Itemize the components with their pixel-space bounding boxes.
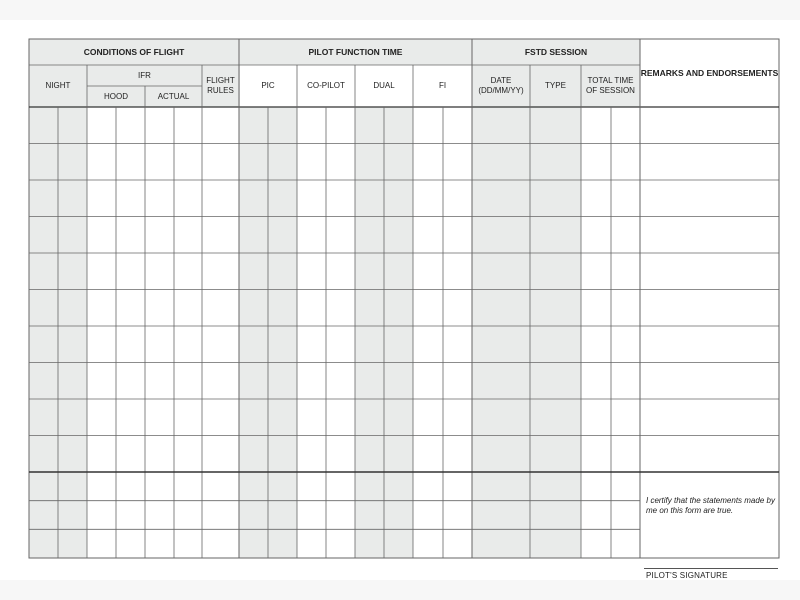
totals-row[interactable] [29, 472, 640, 501]
certification-statement: I certify that the statements made by me on this form are true. [646, 496, 775, 515]
header-flight-rules: FLIGHT RULES [206, 76, 235, 95]
header-night: NIGHT [45, 81, 71, 90]
log-entry-row[interactable] [29, 363, 779, 400]
header-dual: DUAL [373, 81, 395, 90]
signature-label: PILOT'S SIGNATURE [646, 571, 728, 580]
header-type: TYPE [545, 81, 566, 90]
log-entry-row[interactable] [29, 107, 779, 144]
totals-row[interactable] [29, 529, 640, 558]
header-total-time: TOTAL TIME OF SESSION [586, 76, 635, 95]
log-entry-row[interactable] [29, 290, 779, 327]
header-pic: PIC [261, 81, 275, 90]
header-fi: FI [438, 81, 447, 90]
log-entry-row[interactable] [29, 253, 779, 290]
log-entry-row[interactable] [29, 326, 779, 363]
signature-line[interactable] [644, 568, 778, 569]
header-conditions-of-flight: CONDITIONS OF FLIGHT [83, 47, 185, 57]
log-entry-row[interactable] [29, 436, 779, 473]
header-co-pilot: CO-PILOT [307, 81, 345, 90]
log-entry-row[interactable] [29, 217, 779, 254]
header-hood: HOOD [104, 91, 128, 101]
log-entry-row[interactable] [29, 180, 779, 217]
header-fstd-session: FSTD SESSION [524, 47, 588, 57]
header-pilot-function-time: PILOT FUNCTION TIME [308, 47, 403, 57]
header-remarks-endorsements: REMARKS AND ENDORSEMENTS [640, 68, 779, 78]
logbook-sheet [0, 20, 800, 580]
header-date: DATE (DD/MM/YY) [478, 76, 524, 95]
header-actual: ACTUAL [157, 91, 190, 101]
header-ifr: IFR [138, 70, 151, 80]
totals-row[interactable] [29, 501, 640, 530]
log-entry-row[interactable] [29, 144, 779, 181]
log-entry-row[interactable] [29, 399, 779, 436]
